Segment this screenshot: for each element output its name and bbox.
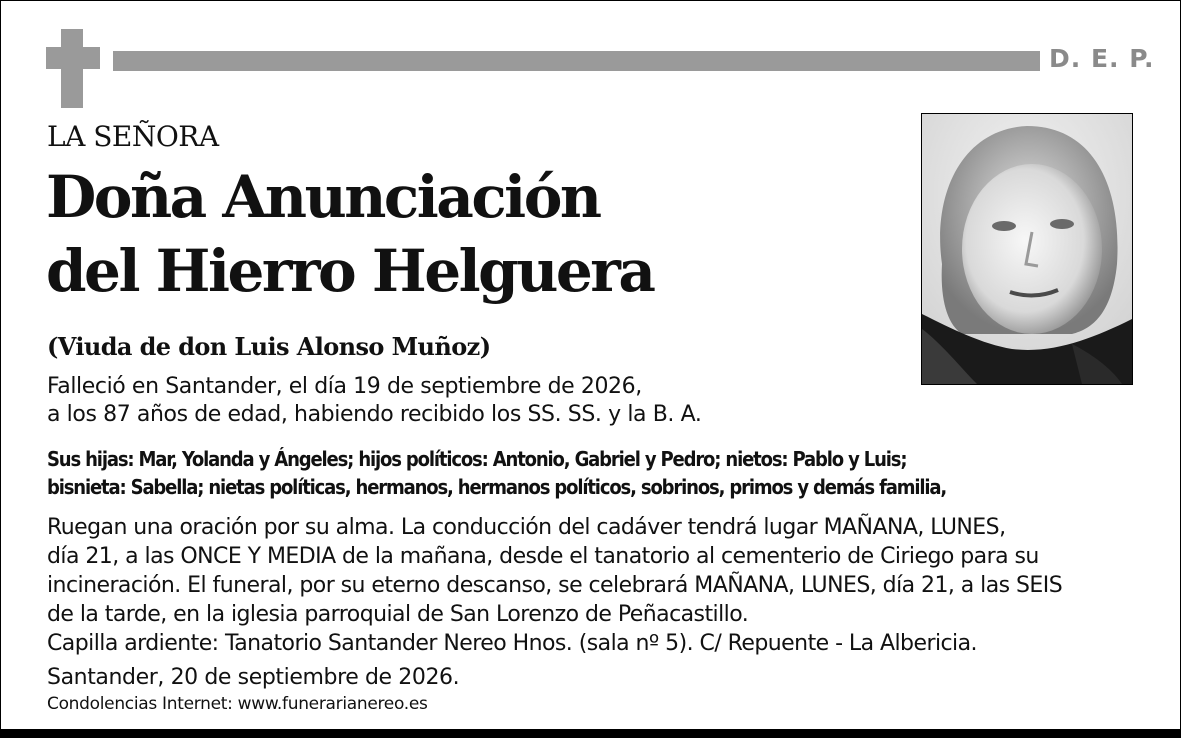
details-line-2: día 21, a las ONCE Y MEDIA de la mañana, desde el tanatorio al cementerio de Ciriego para su [47,544,1039,569]
details-line-5: Capilla ardiente: Tanatorio Santander Nereo Hnos. (sala nº 5). C/ Repuente - La Albericia. [47,631,977,656]
name-line-1: Doña Anunciación [46,163,600,231]
cross-icon [46,29,100,108]
deceased-name [46,160,653,308]
death-notice [47,373,701,429]
dep-label: D. E. P. [1049,44,1155,73]
service-details [47,513,1062,658]
details-line-4: de la tarde, en la iglesia parroquial de San Lorenzo de Peñacastillo. [47,602,749,627]
details-line-3: incineración. El funeral, por su eterno descanso, se celebrará MAÑANA, LUNES, día 21, a las SEIS [47,573,1063,598]
death-line-2: a los 87 años de edad, habiendo recibido los SS. SS. y la B. A. [47,402,702,427]
header-rule [113,51,1040,71]
bottom-border [0,729,1181,738]
honorific: LA SEÑORA [47,120,219,153]
place-date: Santander, 20 de septiembre de 2026. [47,665,460,690]
name-line-2: del Hierro Helguera [46,237,654,305]
widow-of: (Viuda de don Luis Alonso Muñoz) [47,332,491,361]
portrait-image [922,114,1132,384]
death-line-1: Falleció en Santander, el día 19 de septiembre de 2026, [47,374,642,399]
family-line-2: bisnieta: Sabella; nietas políticas, hermanos, hermanos políticos, sobrinos, primos y demás familia, [47,475,947,499]
condolences-link: Condolencias Internet: www.funerarianereo.es [47,694,428,714]
family-list [47,445,946,501]
details-line-1: Ruegan una oración por su alma. La conducción del cadáver tendrá lugar MAÑANA, LUNES, [47,515,1006,540]
family-line-1: Sus hijas: Mar, Yolanda y Ángeles; hijos políticos: Antonio, Gabriel y Pedro; nietos: Pablo y Luis; [47,447,907,471]
portrait-photo [921,113,1133,385]
